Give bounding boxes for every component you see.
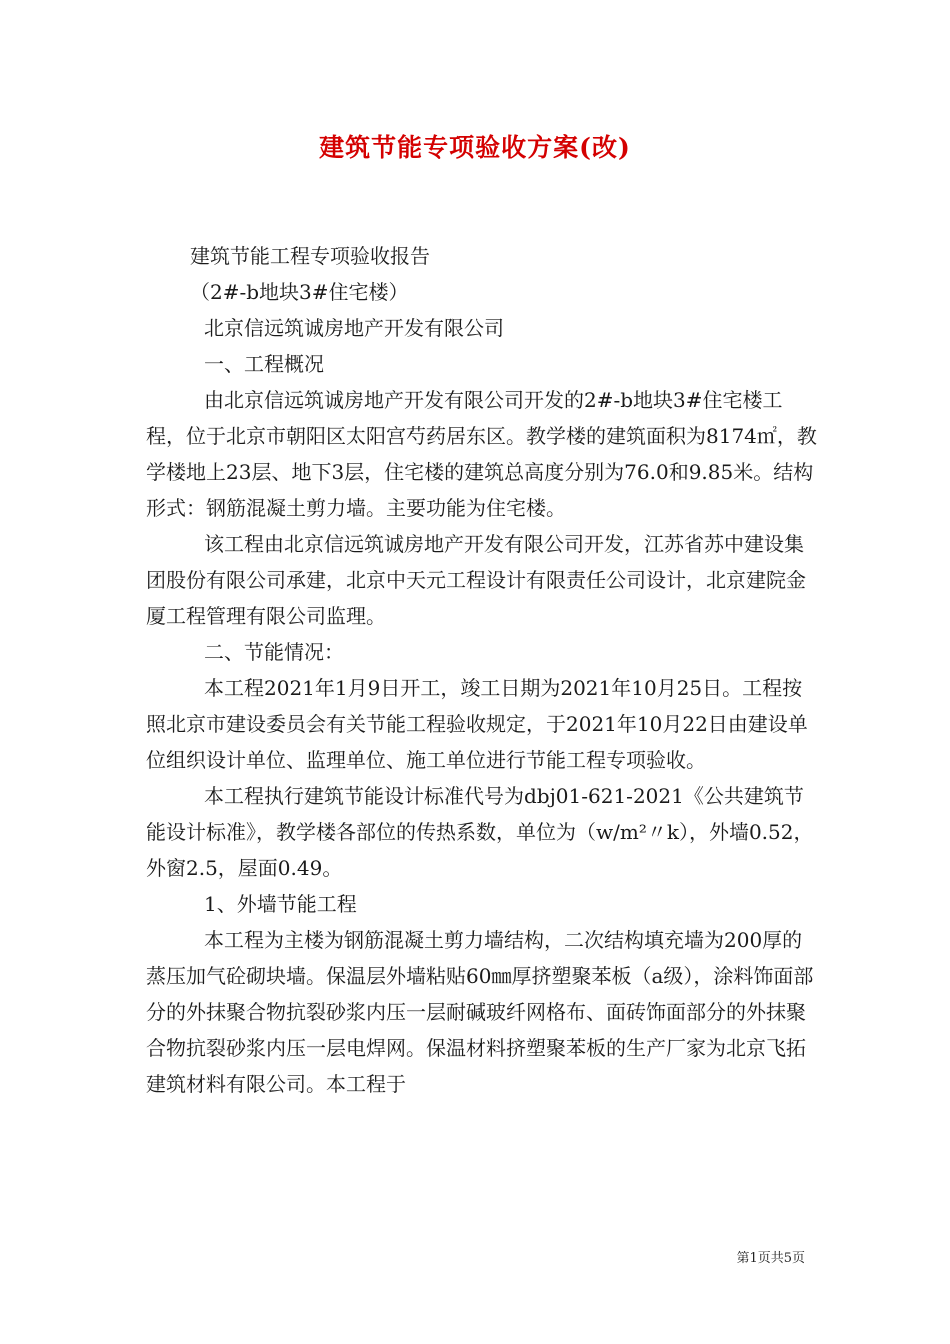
paragraph-standard: 本工程执行建筑节能设计标准代号为dbj01-621-2021《公共建筑节能设计标准》，教学楼各部位的传热系数，单位为（w/m²〃k），外墙0.52，外窗2.5，屋面0.49。 bbox=[146, 784, 814, 880]
company-name: 北京信远筑诚房地产开发有限公司 bbox=[204, 316, 504, 340]
document-title: 建筑节能专项验收方案(改) bbox=[319, 133, 631, 162]
report-heading: 建筑节能工程专项验收报告 bbox=[190, 244, 430, 268]
paragraph-overview: 由北京信远筑诚房地产开发有限公司开发的2#-b地块3#住宅楼工程，位于北京市朝阳区太阳宫芍药居东区。教学楼的建筑面积为8174㎡，教学楼地上23层、地下3层，住宅楼的建筑总高度分别为76.0和9.85米。结构形式：钢筋混凝土剪力墙。主要功能为住宅楼。 bbox=[146, 388, 817, 520]
section-heading-overview: 一、工程概况 bbox=[204, 352, 324, 376]
document-body bbox=[146, 238, 818, 1102]
paragraph-exterior-wall: 本工程为主楼为钢筋混凝土剪力墙结构，二次结构填充墙为200厚的蒸压加气砼砌块墙。保温层外墙粘贴60㎜厚挤塑聚苯板（a级），涂料饰面部分的外抹聚合物抗裂砂浆内压一层耐碱玻纤网格布、面砖饰面部分的外抹聚合物抗裂砂浆内压一层电焊网。保温材料挤塑聚苯板的生产厂家为北京飞拓建筑材料有限公司。本工程于 bbox=[146, 928, 814, 1096]
paragraph-parties: 该工程由北京信远筑诚房地产开发有限公司开发，江苏省苏中建设集团股份有限公司承建，北京中天元工程设计有限责任公司设计，北京建院金厦工程管理有限公司监理。 bbox=[146, 532, 806, 628]
report-subheading: （2#-b地块3#住宅楼） bbox=[190, 280, 409, 304]
page-number: 第1页共5页 bbox=[736, 1251, 805, 1266]
section-heading-exterior-wall: 1、外墙节能工程 bbox=[204, 892, 357, 916]
section-heading-energy: 二、节能情况： bbox=[204, 640, 344, 664]
paragraph-schedule: 本工程2021年1月9日开工，竣工日期为2021年10月25日。工程按照北京市建设委员会有关节能工程验收规定，于2021年10月22日由建设单位组织设计单位、监理单位、施工单位进行节能工程专项验收。 bbox=[146, 676, 808, 772]
